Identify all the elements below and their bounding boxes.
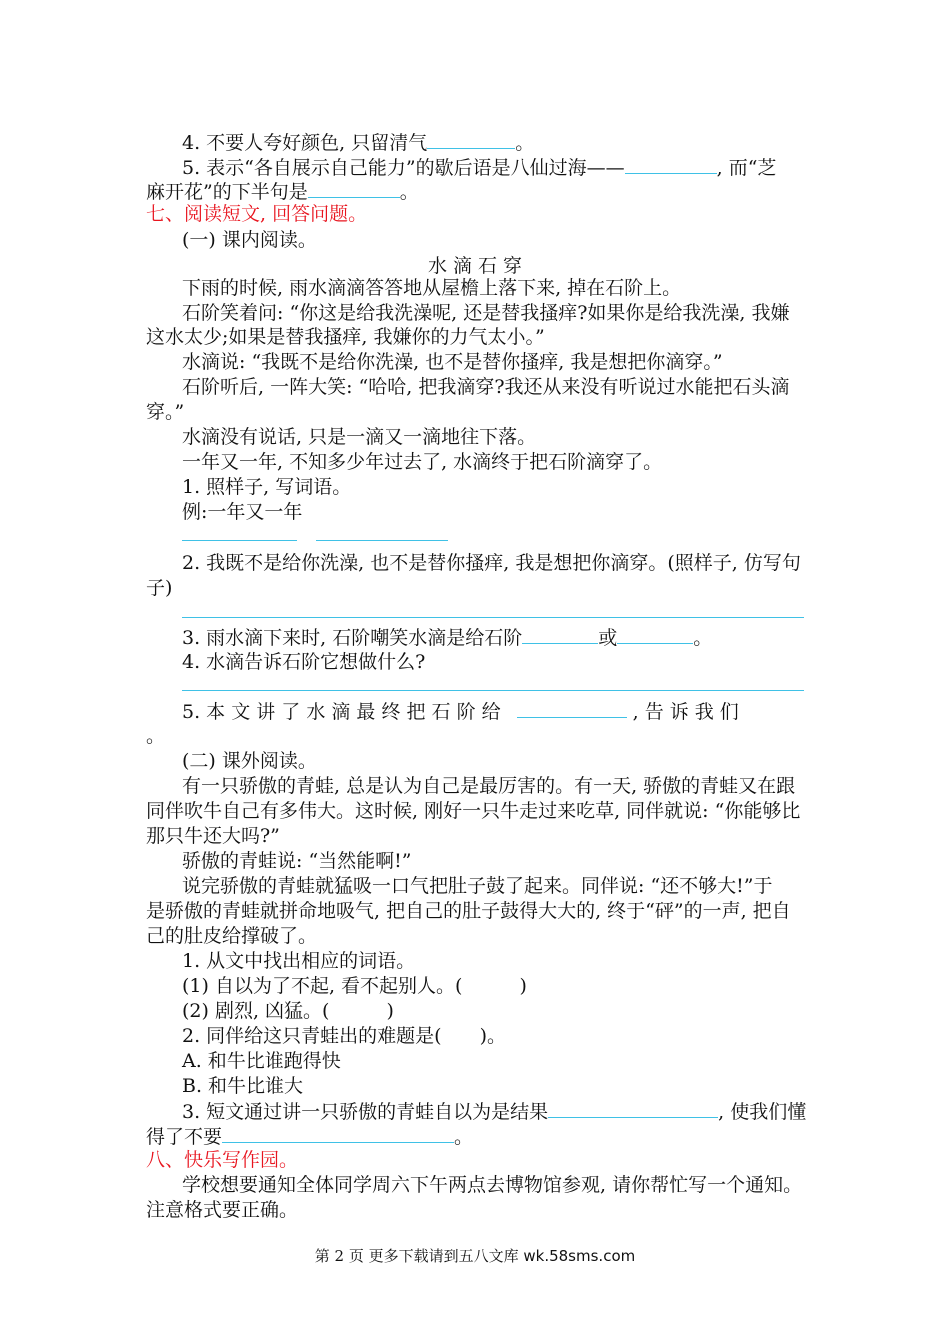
paragraph-line: 水滴说: “我既不是给你洗澡, 也不是替你搔痒, 我是想把你滴穿。” [182, 351, 723, 373]
question-text: 2. 我既不是给你洗澡, 也不是替你搔痒, 我是想把你滴穿。(照样子, 仿写句 [182, 552, 801, 574]
question-text: 或 [598, 627, 618, 649]
paragraph-line: 同伴吹牛自己有多伟大。这时候, 刚好一只牛走过来吃草, 同伴就说: “你能够比 [146, 800, 801, 822]
paragraph-line: 那只牛还大吗?” [146, 825, 280, 847]
paragraph-line: 骄傲的青蛙说: “当然能啊!” [182, 850, 412, 872]
question-text: , 告 诉 我 们 [632, 701, 739, 723]
paragraph-line: 石阶笑着问: “你这是给我洗澡呢, 还是替我搔痒?如果你是给我洗澡, 我嫌 [182, 302, 790, 324]
subsection-heading: (二) 课外阅读。 [182, 750, 317, 772]
punctuation: 。 [515, 132, 535, 154]
answer-blank[interactable] [222, 1122, 454, 1143]
answer-blank[interactable] [427, 128, 515, 149]
option-text: A. 和牛比谁跑得快 [182, 1050, 341, 1072]
paragraph-line: 下雨的时候, 雨水滴滴答答地从屋檐上落下来, 掉在石阶上。 [182, 277, 682, 299]
question-line [182, 697, 804, 726]
question-text: 2. 同伴给这只青蛙出的难题是( )。 [182, 1025, 506, 1047]
punctuation: 。 [693, 627, 713, 649]
answer-line[interactable] [182, 690, 804, 691]
question-text: 1. 从文中找出相应的词语。 [182, 950, 416, 972]
question-text: 麻开花”的下半句是 [146, 181, 308, 203]
footer-text: 第 2 页 更多下载请到五八文库 [314, 1247, 524, 1265]
question-text: , 而“芝 [716, 157, 777, 179]
subsection-heading: (一) 课内阅读。 [182, 229, 317, 251]
answer-blank[interactable] [522, 623, 598, 644]
paragraph-line: 注意格式要正确。 [146, 1199, 299, 1221]
punctuation: 。 [399, 181, 419, 203]
question-text: 得了不要 [146, 1126, 223, 1148]
answer-blank[interactable] [625, 153, 717, 174]
punctuation: 。 [454, 1126, 474, 1148]
answer-blank[interactable] [517, 697, 627, 718]
question-text: 3. 短文通过讲一只骄傲的青蛙自以为是结果 [182, 1101, 549, 1123]
example-text: 例:一年又一年 [182, 501, 303, 523]
page-footer [0, 1245, 950, 1267]
option-text: B. 和牛比谁大 [182, 1075, 304, 1097]
passage-title: 水 滴 石 穿 [427, 255, 523, 277]
answer-blank[interactable] [617, 623, 693, 644]
question-text: 5. 本 文 讲 了 水 滴 最 终 把 石 阶 给 [182, 701, 501, 723]
question-text: 子) [146, 577, 173, 599]
question-text: 3. 雨水滴下来时, 石阶嘲笑水滴是给石阶 [182, 627, 523, 649]
paragraph-line: 是骄傲的青蛙就拼命地吸气, 把自己的肚子鼓得大大的, 终于“砰”的一声, 把自 [146, 900, 791, 922]
answer-blank[interactable] [308, 177, 400, 198]
question-text: 4. 不要人夸好颜色, 只留清气 [182, 132, 428, 154]
paragraph-line: 穿。” [146, 401, 185, 423]
paragraph-line: 学校想要通知全体同学周六下午两点去博物馆参观, 请你帮忙写一个通知。 [182, 1174, 803, 1196]
paragraph-line: 己的肚皮给撑破了。 [146, 925, 318, 947]
footer-link[interactable]: wk.58sms.com [523, 1247, 636, 1265]
answer-blank[interactable] [548, 1097, 718, 1118]
question-text: 4. 水滴告诉石阶它想做什么? [182, 651, 426, 673]
answer-blank[interactable] [316, 540, 448, 541]
section-heading: 七、阅读短文, 回答问题。 [146, 203, 368, 225]
answer-blank[interactable] [182, 540, 297, 541]
punctuation: 。 [146, 725, 166, 747]
paragraph-line: 石阶听后, 一阵大笑: “哈哈, 把我滴穿?我还从来没有听说过水能把石头滴 [182, 376, 790, 398]
paragraph-line: 说完骄傲的青蛙就猛吸一口气把肚子鼓了起来。同伴说: “还不够大!”于 [182, 875, 773, 897]
question-text: (2) 剧烈, 凶猛。( ) [182, 1000, 394, 1022]
section-heading: 八、快乐写作园。 [146, 1149, 299, 1171]
paragraph-line: 有一只骄傲的青蛙, 总是认为自己是最厉害的。有一天, 骄傲的青蛙又在跟 [182, 775, 796, 797]
paragraph-line: 一年又一年, 不知多少年过去了, 水滴终于把石阶滴穿了。 [182, 451, 663, 473]
paragraph-line: 水滴没有说话, 只是一滴又一滴地往下落。 [182, 426, 537, 448]
question-text: , 使我们懂 [718, 1101, 807, 1123]
paragraph-line: 这水太少;如果是替我搔痒, 我嫌你的力气太小。” [146, 326, 545, 348]
question-text: 1. 照样子, 写词语。 [182, 476, 352, 498]
question-text: 5. 表示“各自展示自己能力”的歇后语是八仙过海—— [182, 157, 625, 179]
question-text: (1) 自以为了不起, 看不起别人。( ) [182, 975, 527, 997]
answer-line[interactable] [182, 617, 804, 618]
